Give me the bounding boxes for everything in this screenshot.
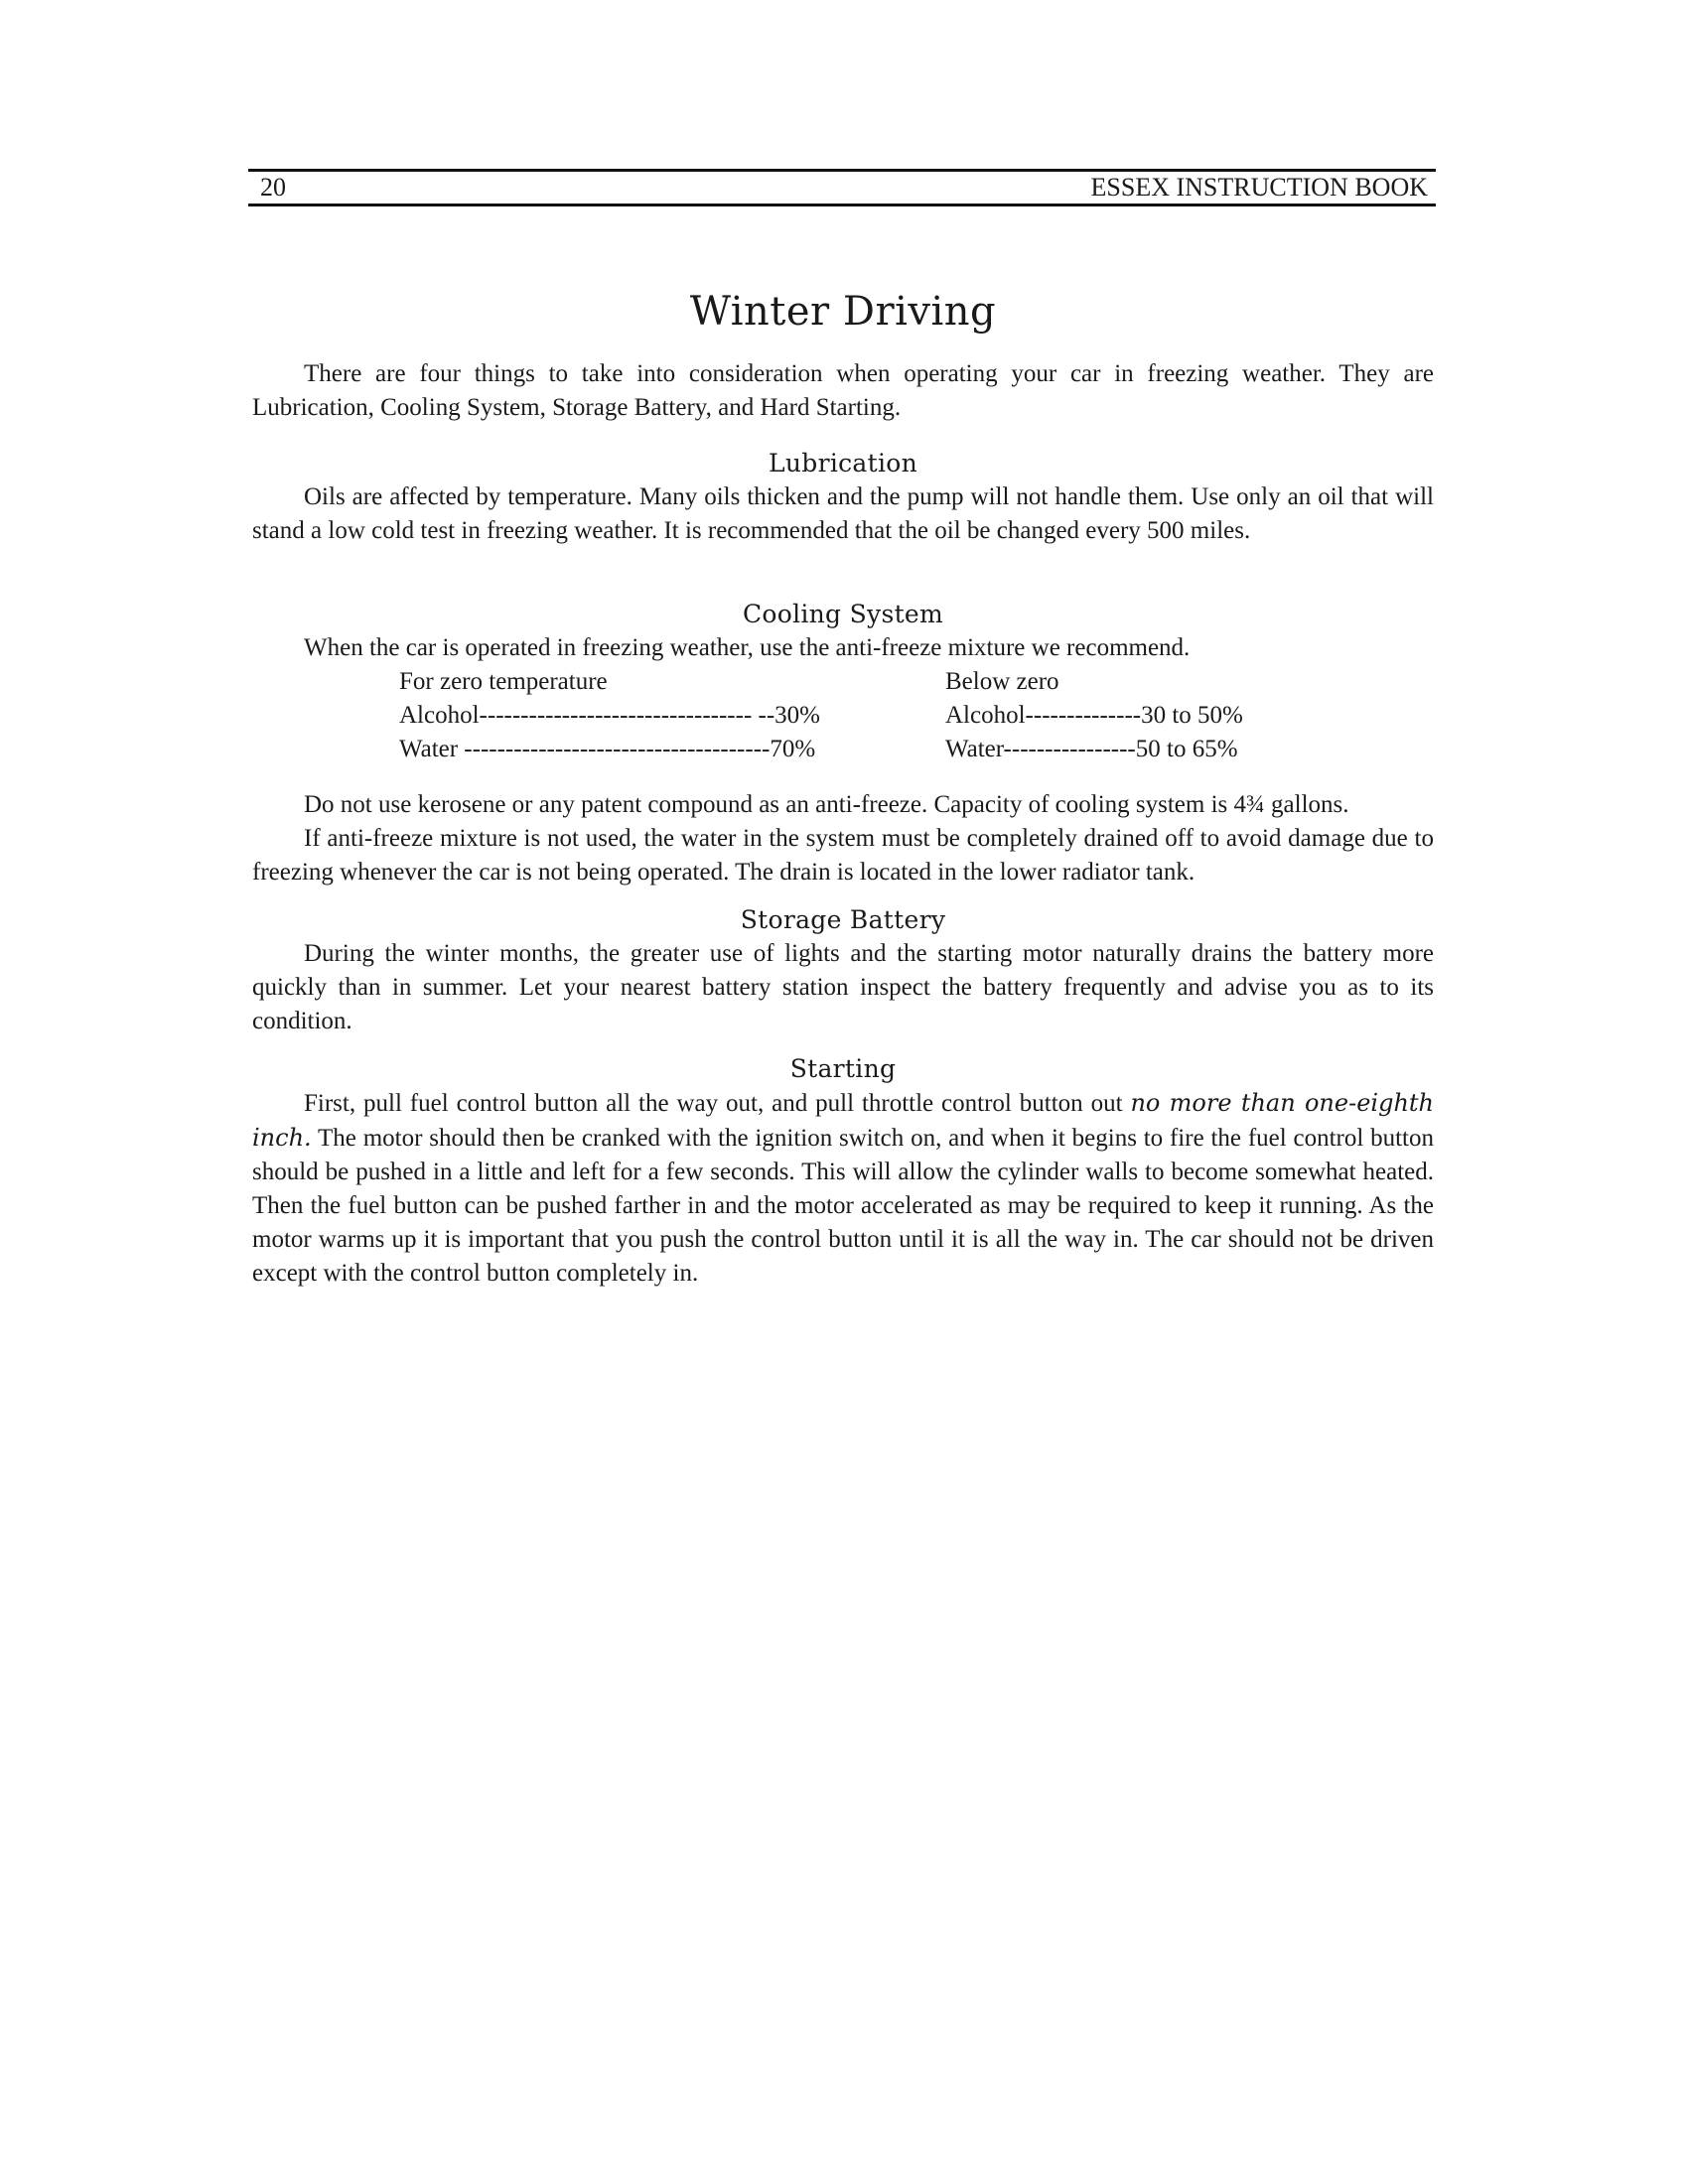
cooling-note-kerosene: Do not use kerosene or any patent compound as an anti-freeze. Capacity of cooling system is 4¾ gallons. [304,791,1349,818]
starting-paragraph [252,1086,1434,1291]
battery-heading: Storage Battery [740,905,946,934]
starting-heading: Starting [789,1054,897,1083]
antifreeze-table [399,665,1243,766]
starting-text-a: First, pull fuel control button all the way out, and pull throttle control button out [304,1090,1123,1117]
starting-emphasis: no more than one-eighth inch. [252,1089,1434,1152]
below-zero-column [945,665,1243,766]
cooling-heading: Cooling System [742,600,944,628]
starting-text-b: The motor should then be cranked with the ignition switch on, and when it begins to fire the fuel control button should be pushed in a little and left for a few seconds. This will allow the cylinder walls to become somewhat heated. Then the fuel button can be pushed farther in and the motor accelerated as may be required to keep it running. As the motor warms up it is important that you push the control button until it is all the way in. The car should not be driven except with the control button completely in. [252,1125,1434,1287]
below-alcohol-row: Alcohol--------------30 to 50% [945,702,1243,729]
page-content [252,286,1434,1291]
running-header [248,169,1436,206]
intro-paragraph: There are four things to take into consideration when operating your car in freezing weather. They are Lubrication, Cooling System, Storage Battery, and Hard Starting. [252,360,1434,421]
lubrication-heading: Lubrication [768,449,918,478]
page-number: 20 [260,173,286,202]
lubrication-paragraph: Oils are affected by temperature. Many oils thicken and the pump will not handle them. Use only an oil that will stand a low cold test in freezing weather. It is recommended that the oil be changed every 500 miles. [252,483,1434,544]
header-rule-bottom [248,204,1436,206]
zero-water-row: Water -------------------------------------70% [399,736,816,762]
header-rule-top [248,169,1436,172]
zero-alcohol-row: Alcohol--------------------------------- --30% [399,702,820,729]
zero-temperature-column [399,665,945,766]
battery-paragraph: During the winter months, the greater use of lights and the starting motor naturally drains the battery more quickly than in summer. Let your nearest battery station inspect the battery frequently and advise you as to its condition. [252,940,1434,1034]
page-title: Winter Driving [689,289,997,335]
below-water-row: Water----------------50 to 65% [945,736,1238,762]
cooling-intro: When the car is operated in freezing weather, use the anti-freeze mixture we recommend. [304,634,1191,661]
running-title: ESSEX INSTRUCTION BOOK [1090,173,1428,202]
zero-temperature-heading: For zero temperature [399,668,608,695]
cooling-note-drain: If anti-freeze mixture is not used, the water in the system must be completely drained off to avoid damage due to freezing whenever the car is not being operated. The drain is located in the lower radiator tank. [252,825,1434,886]
below-zero-heading: Below zero [945,668,1059,695]
